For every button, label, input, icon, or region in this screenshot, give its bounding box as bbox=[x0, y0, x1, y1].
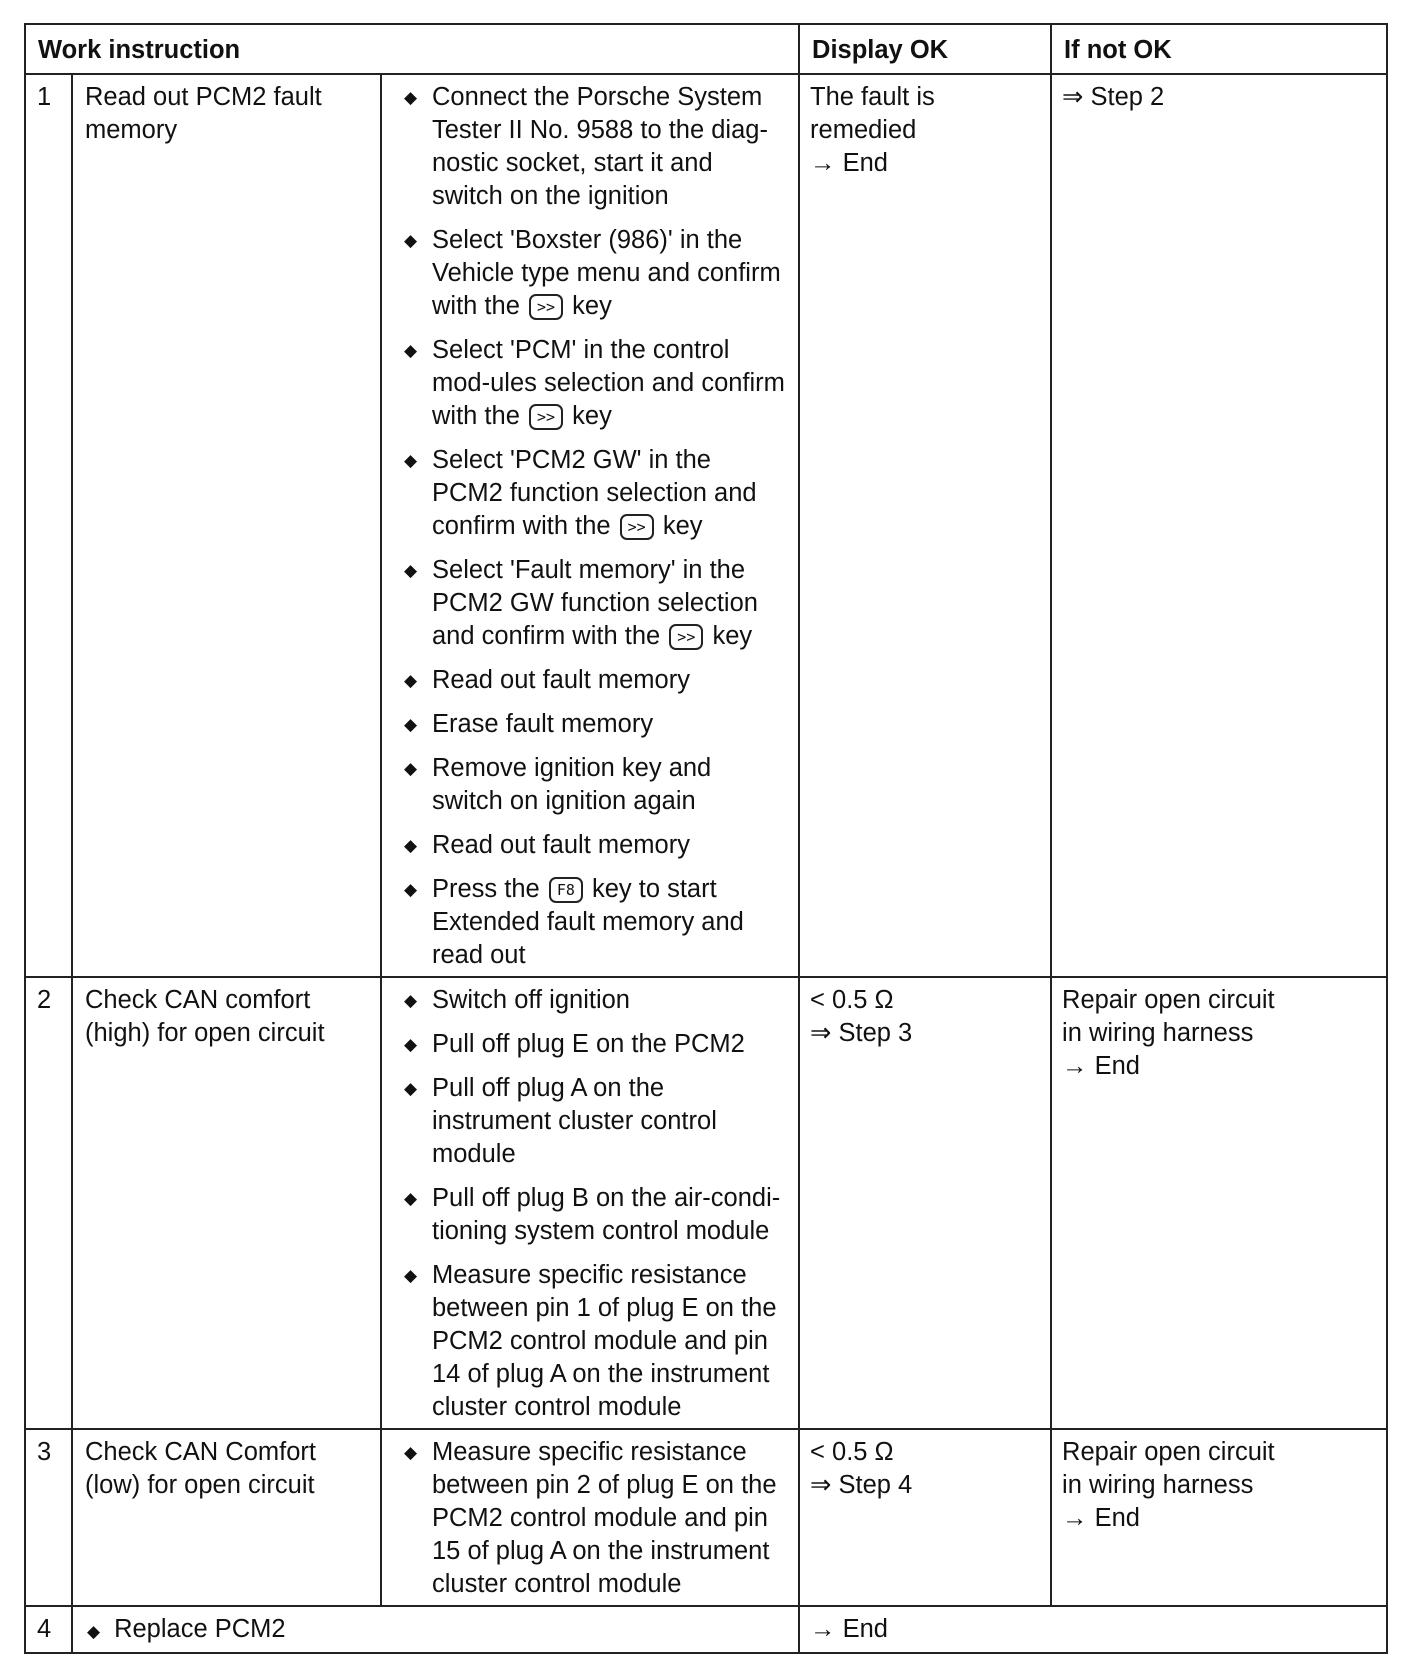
step-instructions bbox=[381, 74, 799, 977]
instruction-text: Measure specific resistance between pin 1 of plug E on the PCM2 control module and pin 14 of plug A on the instrument cluster control module bbox=[432, 1261, 777, 1421]
bullet-icon: ◆ bbox=[404, 561, 418, 580]
list-item bbox=[392, 1436, 788, 1601]
instruction-text: Remove ignition key and switch on ignition again bbox=[432, 754, 712, 815]
instruction-text: Select 'PCM' in the control mod-ules selection and confirm with the bbox=[432, 336, 785, 430]
list-item bbox=[392, 554, 788, 653]
bullet-icon: ◆ bbox=[404, 1443, 418, 1462]
bullet-icon: ◆ bbox=[404, 715, 418, 734]
list-item bbox=[392, 224, 788, 323]
instruction-text: Connect the Porsche System Tester II No. 9588 to the diag-nostic socket, start it and switch on the ignition bbox=[432, 83, 768, 210]
key-symbol: F8 bbox=[549, 877, 583, 903]
table-row bbox=[25, 1429, 1387, 1606]
list-item bbox=[392, 984, 788, 1017]
list-item bbox=[392, 829, 788, 862]
header-display-ok: Display OK bbox=[799, 24, 1051, 74]
bullet-icon: ◆ bbox=[404, 1035, 418, 1054]
bullet-icon: ◆ bbox=[404, 451, 418, 470]
instruction-text: Select 'Boxster (986)' in the Vehicle type menu and confirm with the bbox=[432, 226, 781, 320]
if-not-ok-line: ⇒ Step 2 bbox=[1062, 83, 1165, 111]
instruction-text: Erase fault memory bbox=[432, 710, 654, 738]
instruction-text: Press the bbox=[432, 875, 540, 903]
bullet-icon: ◆ bbox=[404, 1189, 418, 1208]
display-ok-cell bbox=[799, 74, 1051, 977]
display-ok-cell bbox=[799, 1429, 1051, 1606]
key-symbol: >> bbox=[529, 404, 563, 430]
instruction-text: Switch off ignition bbox=[432, 986, 630, 1014]
bullet-icon: ◆ bbox=[404, 341, 418, 360]
instruction-text: Read out fault memory bbox=[432, 666, 690, 694]
display-ok-cell bbox=[799, 977, 1051, 1429]
bullet-icon: ◆ bbox=[404, 231, 418, 250]
bullet-icon: ◆ bbox=[404, 759, 418, 778]
step-title: Check CAN comfort (high) for open circuit bbox=[72, 977, 381, 1429]
header-if-not-ok: If not OK bbox=[1051, 24, 1387, 74]
step-number: 2 bbox=[25, 977, 72, 1429]
list-item bbox=[392, 664, 788, 697]
instruction-text: Pull off plug A on the instrument cluster control module bbox=[432, 1074, 717, 1168]
instruction-text: key bbox=[572, 402, 612, 430]
list-item bbox=[392, 334, 788, 433]
step-number: 3 bbox=[25, 1429, 72, 1606]
bullet-icon: ◆ bbox=[404, 1266, 418, 1285]
step-instructions bbox=[381, 1429, 799, 1606]
table-row bbox=[25, 74, 1387, 977]
bullet-icon: ◆ bbox=[404, 991, 418, 1010]
list-item bbox=[392, 752, 788, 818]
instruction-text: Pull off plug B on the air-condi-tioning system control module bbox=[432, 1184, 781, 1245]
instruction-text: key bbox=[712, 622, 753, 650]
step-number: 1 bbox=[25, 74, 72, 977]
step-title: Check CAN Comfort (low) for open circuit bbox=[72, 1429, 381, 1606]
if-not-ok-line: in wiring harness bbox=[1062, 1019, 1254, 1047]
if-not-ok-cell bbox=[1051, 977, 1387, 1429]
display-ok-line: ⇒ Step 4 bbox=[810, 1471, 913, 1499]
if-not-ok-line: in wiring harness bbox=[1062, 1471, 1254, 1499]
instruction-text: key to start Extended fault memory and read out bbox=[432, 875, 744, 969]
if-not-ok-cell bbox=[1051, 1429, 1387, 1606]
list-item bbox=[392, 1028, 788, 1061]
instruction-text: Read out fault memory bbox=[432, 831, 690, 859]
header-work-instruction: Work instruction bbox=[25, 24, 799, 74]
bullet-icon: ◆ bbox=[404, 88, 418, 107]
instruction-text: Measure specific resistance between pin 2 of plug E on the PCM2 control module and pin 15 of plug A on the instrument cluster control module bbox=[432, 1438, 777, 1598]
if-not-ok-line: Repair open circuit bbox=[1062, 986, 1275, 1014]
display-ok-line: The fault is remedied bbox=[810, 83, 935, 144]
result-cell: → End bbox=[799, 1606, 1387, 1653]
instruction-text: Replace PCM2 bbox=[114, 1615, 286, 1643]
instruction-text: Pull off plug E on the PCM2 bbox=[432, 1030, 745, 1058]
display-ok-line: < 0.5 Ω bbox=[810, 986, 894, 1014]
key-symbol: >> bbox=[669, 624, 703, 650]
bullet-icon: ◆ bbox=[404, 880, 418, 899]
list-item bbox=[392, 1072, 788, 1171]
step-title: Read out PCM2 fault memory bbox=[72, 74, 381, 977]
list-item bbox=[392, 81, 788, 213]
if-not-ok-line: Repair open circuit bbox=[1062, 1438, 1275, 1466]
instruction-text: Select 'Fault memory' in the PCM2 GW function selection and confirm with the bbox=[432, 556, 758, 650]
list-item bbox=[392, 1259, 788, 1424]
if-not-ok-cell bbox=[1051, 74, 1387, 977]
step-number: 4 bbox=[25, 1606, 72, 1653]
display-ok-line: → End bbox=[810, 149, 888, 177]
instruction-text: key bbox=[662, 512, 703, 540]
list-item bbox=[392, 708, 788, 741]
key-symbol: >> bbox=[620, 514, 654, 540]
header-row bbox=[25, 24, 1387, 74]
step-instructions bbox=[381, 977, 799, 1429]
step-instructions bbox=[72, 1606, 799, 1653]
if-not-ok-line: → End bbox=[1062, 1504, 1140, 1532]
if-not-ok-line: → End bbox=[1062, 1052, 1140, 1080]
bullet-icon: ◆ bbox=[404, 671, 418, 690]
bullet-icon: ◆ bbox=[404, 836, 418, 855]
bullet-icon: ◆ bbox=[87, 1622, 101, 1641]
key-symbol: >> bbox=[529, 294, 563, 320]
instruction-text: Select 'PCM2 GW' in the PCM2 function selection and confirm with the bbox=[432, 446, 757, 540]
work-instruction-table bbox=[24, 23, 1388, 1654]
list-item bbox=[392, 1182, 788, 1248]
bullet-icon: ◆ bbox=[404, 1079, 418, 1098]
list-item bbox=[392, 873, 788, 972]
table-row bbox=[25, 977, 1387, 1429]
list-item bbox=[392, 444, 788, 543]
table-row bbox=[25, 1606, 1387, 1653]
display-ok-line: ⇒ Step 3 bbox=[810, 1019, 913, 1047]
instruction-text: key bbox=[572, 292, 612, 320]
display-ok-line: < 0.5 Ω bbox=[810, 1438, 894, 1466]
